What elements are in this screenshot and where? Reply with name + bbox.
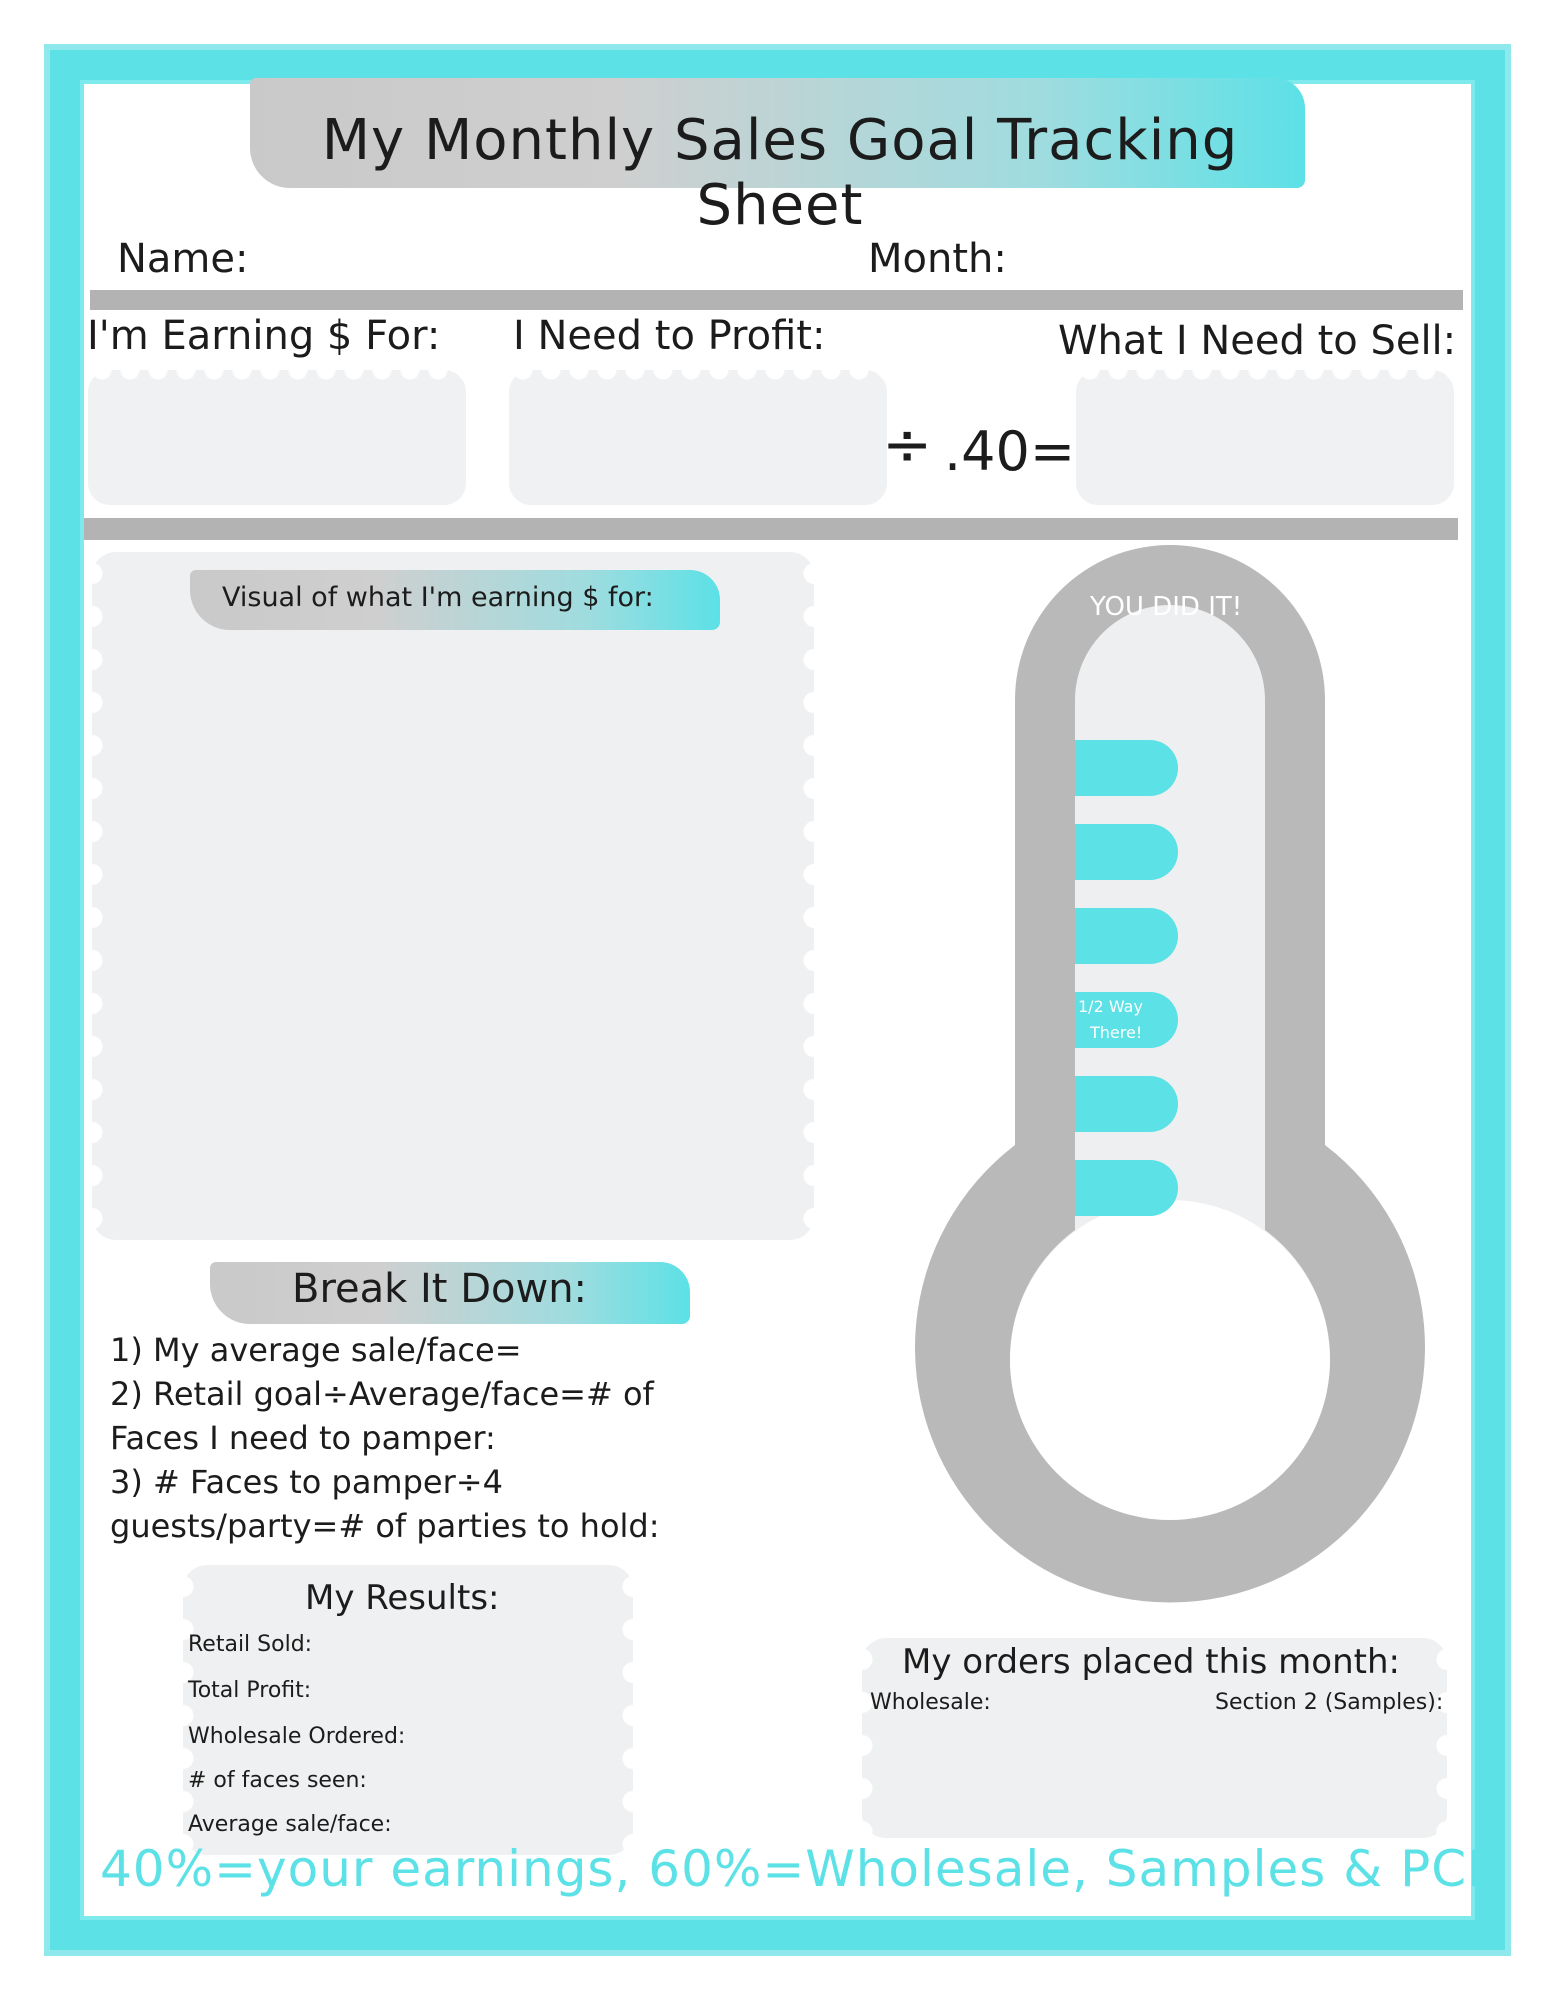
thermometer-segment-6 [1075,1160,1178,1216]
results-total-profit: Total Profit: [188,1678,312,1703]
footer-note: 40%=your earnings, 60%=Wholesale, Samples & PCP [100,1840,1499,1898]
results-retail-sold: Retail Sold: [188,1632,313,1657]
orders-heading: My orders placed this month: [902,1642,1400,1682]
earning-label: I'm Earning $ For: [87,313,441,359]
orders-wholesale-label: Wholesale: [870,1690,991,1715]
thermometer-half-label-2: There! [1090,1023,1143,1042]
thermometer-segment-1 [1075,740,1178,796]
results-heading: My Results: [305,1578,500,1618]
profit-label: I Need to Profit: [513,313,826,359]
middle-divider [84,518,1458,540]
divisor-text: .40= [944,420,1076,483]
breakdown-step-3a: 3) # Faces to pamper÷4 [110,1463,503,1501]
earning-box[interactable] [88,370,466,505]
sell-box[interactable] [1076,370,1454,505]
breakdown-step-2a: 2) Retail goal÷Average/face=# of [110,1375,654,1413]
page-title: My Monthly Sales Goal Tracking Sheet [321,108,1239,238]
breakdown-step-1: 1) My average sale/face= [110,1331,522,1369]
thermometer-segment-5 [1075,1076,1178,1132]
profit-box[interactable] [509,370,887,505]
breakdown-step-2b: Faces I need to pamper: [110,1419,496,1457]
thermometer-segment-2 [1075,824,1178,880]
results-average-sale: Average sale/face: [188,1812,392,1837]
sell-label: What I Need to Sell: [1058,318,1457,364]
results-faces-seen: # of faces seen: [188,1768,367,1793]
thermometer-segment-3 [1075,908,1178,964]
results-wholesale-ordered: Wholesale Ordered: [188,1724,406,1749]
name-label: Name: [117,236,249,282]
month-label: Month: [868,236,1007,282]
visual-box[interactable] [92,552,814,1240]
thermometer-top-label: YOU DID IT! [1090,592,1243,622]
breakdown-heading: Break It Down: [292,1266,588,1312]
visual-heading: Visual of what I'm earning $ for: [222,582,654,613]
breakdown-steps [110,1328,660,1548]
divide-icon: ÷ [882,410,933,480]
thermometer-half-label-1: 1/2 Way [1078,997,1143,1016]
top-divider [90,290,1463,310]
orders-section2-label: Section 2 (Samples): [1215,1690,1444,1715]
thermometer [900,540,1440,1620]
thermometer-bulb [1010,1200,1330,1520]
breakdown-step-3b: guests/party=# of parties to hold: [110,1507,660,1545]
